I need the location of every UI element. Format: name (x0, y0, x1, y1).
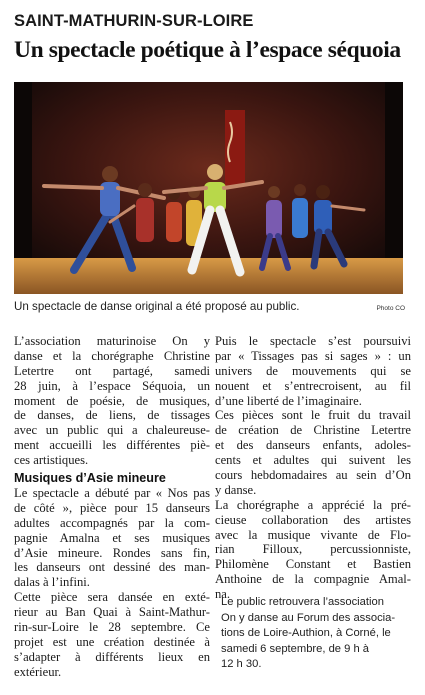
text-line: par « Tissages pas si sages » : un (215, 348, 411, 363)
text-line: 28 juin, à l’espace Séquoia, un (14, 378, 210, 393)
text-line: ment accueilli les différentes piè- (14, 438, 210, 453)
text-line: adultes accompagnés par la com- (14, 515, 210, 530)
text-line: et des danseurs enfants, adoles- (215, 438, 411, 453)
article-subheading: Musiques d’Asie mineure (14, 471, 166, 486)
article-headline: Un spectacle poétique à l’espace séquoia (14, 37, 401, 63)
text-line: s’adapter à différents lieux en (14, 649, 210, 664)
text-line: avec la musique vivante de Flo- (215, 527, 411, 542)
text-line: cents et adultes qui suivent les (215, 453, 411, 468)
text-line: cieuse collaboration des artistes (215, 512, 411, 527)
text-line: de côté », pièce pour 15 danseurs (14, 500, 210, 515)
text-line: de danses, de liens, de tissages (14, 408, 210, 423)
paragraph-asie-mineure (14, 486, 210, 680)
text-line: d’Asie mineure. Rondes sans fin, (14, 545, 210, 560)
paragraph-intro (14, 334, 210, 468)
dance-photo (14, 82, 403, 294)
text-line: nouent et s’entrecroisent, au fil (215, 378, 411, 393)
text-line: ces artistiques. (14, 453, 89, 468)
dance-photo-illustration (14, 82, 403, 294)
text-line: rieur au Ban Quai à Saint-Mathur- (14, 605, 210, 620)
text-line: danse et la chorégraphe Christine (14, 348, 210, 363)
text-line: Cette pièce sera dansée en exté- (14, 590, 210, 605)
text-line: moment de poésie, de musiques, (14, 393, 210, 408)
note-line: tions de Loire-Authion, à Corné, le (221, 627, 391, 639)
text-line: dalas à l’infini. (14, 575, 90, 590)
text-line: Le spectacle a débuté par « Nos pas (14, 486, 210, 501)
note-line: On y danse au Forum des associa- (221, 611, 396, 624)
text-line: pagnie Amalna et ses musiques (14, 530, 210, 545)
text-line: rian Filloux, percussionniste, (215, 542, 411, 557)
article-kicker: SAINT-MATHURIN-SUR-LOIRE (14, 12, 254, 30)
text-line: Anthoine de la compagnie Amal- (215, 572, 411, 587)
text-line: Philomène Constant et Bastien (215, 557, 411, 572)
text-line: Ces pièces sont le fruit du travail (215, 408, 411, 423)
text-line: L’association maturinoise On y (14, 334, 210, 348)
text-line: les danseurs ont dessiné des man- (14, 560, 210, 575)
text-line: d’une liberté de l’imaginaire. (215, 393, 362, 408)
event-info-note (221, 595, 411, 673)
article-column-2 (215, 334, 411, 602)
note-line: 12 h 30. (221, 658, 262, 670)
text-line: cours hebdomadaires au sein d’On (215, 468, 411, 483)
article-column-1 (14, 334, 210, 680)
photo-credit: Photo CO (376, 305, 405, 312)
paragraph-continuation (215, 334, 411, 602)
text-line: y danse. (215, 482, 257, 497)
photo-caption: Un spectacle de danse original a été proposé au public. (14, 300, 300, 313)
text-line: de création de Christine Letertre (215, 423, 411, 438)
text-line: avec un public qui a chaleureuse- (14, 423, 210, 438)
text-line: na. (215, 587, 231, 602)
text-line: univers de mouvements qui se (215, 363, 411, 378)
text-line: rin-sur-Loire le 28 septembre. Ce (14, 620, 210, 635)
note-line: samedi 6 septembre, de 9 h à (221, 642, 370, 655)
text-line: extérieur. (14, 664, 62, 679)
text-line: projet est une création destinée à (14, 634, 210, 649)
text-line: La chorégraphe a apprécié la pré- (215, 497, 411, 512)
note-line: Le public retrouvera l’association (221, 596, 384, 608)
text-line: Letertre ont partagé, samedi (14, 363, 210, 378)
text-line: Puis le spectacle s’est poursuivi (215, 334, 411, 348)
